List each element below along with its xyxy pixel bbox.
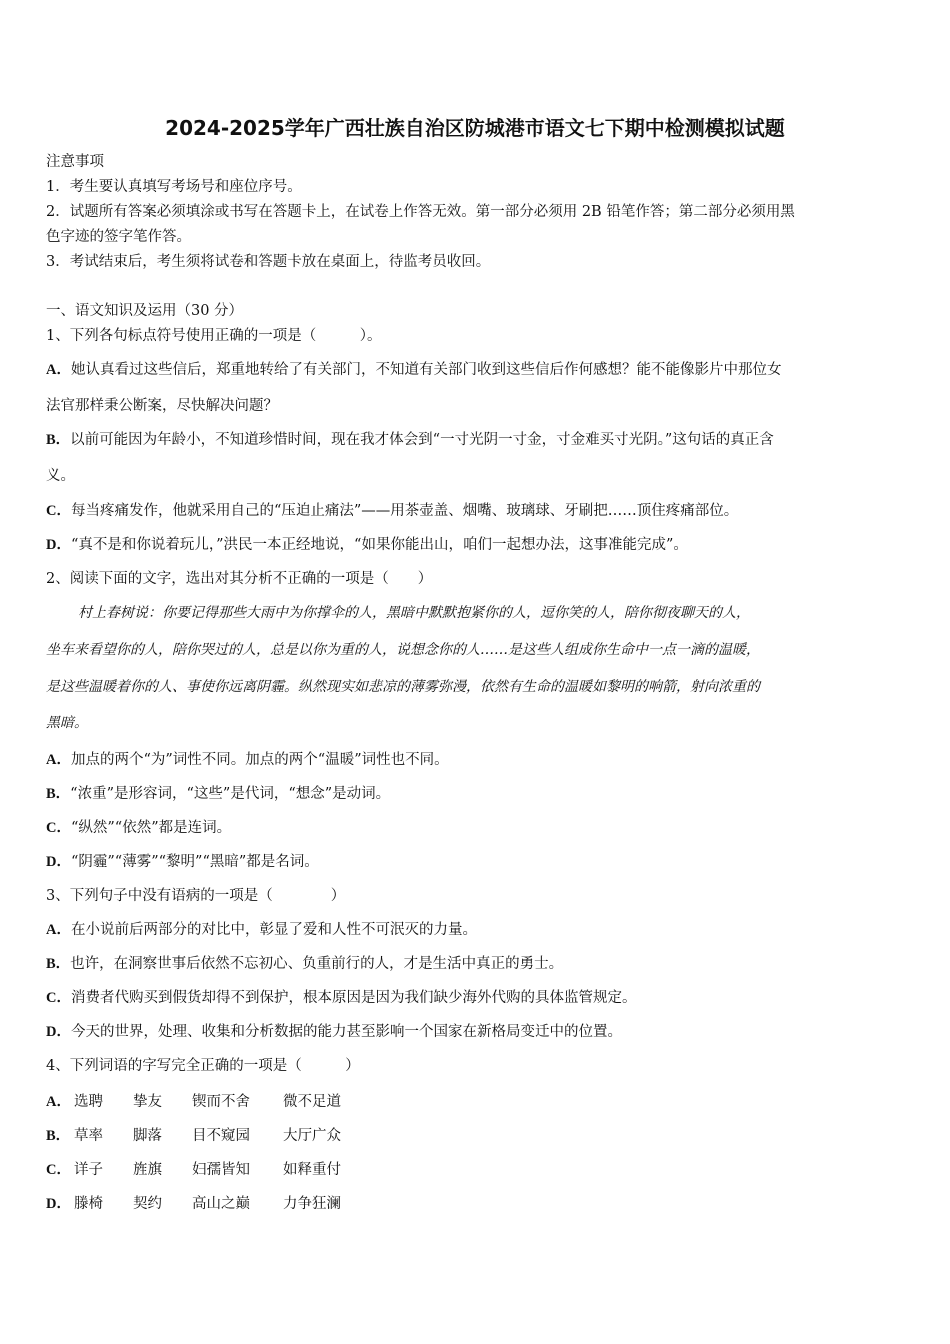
word: 微不足道 — [283, 1094, 341, 1110]
question-3-option-d — [46, 1022, 622, 1042]
question-1-option-d — [46, 535, 688, 555]
option-label: A． — [46, 752, 71, 768]
question-2-option-c — [46, 818, 231, 838]
word: 旌旗 — [133, 1162, 162, 1178]
notice-item-2-cont: 色字迹的签字笔作答。 — [46, 229, 191, 245]
option-text: 也许，在洞察世事后依然不忘初心、负重前行的人，才是生活中真正的勇士。 — [70, 956, 564, 972]
word: 大厅广众 — [283, 1128, 341, 1144]
word: 妇孺皆知 — [192, 1162, 250, 1178]
question-1-stem: 1、下列各句标点符号使用正确的一项是（ ）。 — [46, 328, 382, 344]
notice-item-3: 3．考试结束后，考生须将试卷和答题卡放在桌面上，待监考员收回。 — [46, 254, 491, 270]
question-2-option-d — [46, 852, 319, 872]
option-label: B． — [46, 1128, 71, 1144]
word: 目不窥园 — [192, 1128, 250, 1144]
question-2-stem: 2、阅读下面的文字，选出对其分析不正确的一项是（ ） — [46, 571, 433, 587]
word: 详子 — [74, 1162, 103, 1178]
word: 脚落 — [133, 1128, 162, 1144]
question-1-option-a — [46, 360, 781, 380]
option-label: C． — [46, 990, 71, 1006]
page-title: 2024-2025学年广西壮族自治区防城港市语文七下期中检测模拟试题 — [165, 116, 785, 140]
option-label: A． — [46, 1094, 71, 1110]
option-label: C． — [46, 820, 71, 836]
option-label: A． — [46, 362, 71, 378]
option-text: “真不是和你说着玩儿，”洪民一本正经地说，“如果你能出山，咱们一起想办法，这事准能完成”。 — [70, 537, 688, 553]
option-label: C． — [46, 1162, 71, 1178]
question-4-stem: 4、下列词语的字写完全正确的一项是（ ） — [46, 1058, 360, 1074]
option-label: D． — [46, 1024, 71, 1040]
word: 草率 — [74, 1128, 103, 1144]
option-label: D． — [46, 854, 71, 870]
question-1-option-a-cont: 法官那样秉公断案，尽快解决问题？ — [46, 398, 278, 414]
option-label: C． — [46, 503, 71, 519]
question-2-option-b — [46, 784, 390, 804]
question-4-option-d — [46, 1192, 341, 1213]
word: 高山之巅 — [192, 1196, 250, 1212]
question-4-option-b — [46, 1124, 341, 1145]
question-1-option-b-cont: 义。 — [46, 468, 75, 484]
passage-line-4: 黑暗。 — [46, 715, 88, 731]
question-3-stem: 3、下列句子中没有语病的一项是（ ） — [46, 888, 346, 904]
notice-item-1: 1．考生要认真填写考场号和座位序号。 — [46, 179, 302, 195]
word: 如释重付 — [283, 1162, 341, 1178]
option-text: “阴霾”“薄雾”“黎明”“黑暗”都是名词。 — [70, 854, 319, 870]
notice-heading: 注意事项 — [46, 154, 104, 170]
question-3-option-a — [46, 920, 477, 940]
word: 滕椅 — [74, 1196, 103, 1212]
passage-line-2: 坐车来看望你的人，陪你哭过的人，总是以你为重的人，说想念你的人……是这些人组成你生命中一点一滴的温暖， — [46, 642, 760, 658]
question-1-option-c — [46, 501, 738, 521]
option-label: B． — [46, 432, 71, 448]
word: 契约 — [133, 1196, 162, 1212]
option-text: 以前可能因为年龄小，不知道珍惜时间，现在我才体会到“一寸光阴一寸金，寸金难买寸光阴。”这句话的真正含 — [70, 432, 774, 448]
question-2-option-a — [46, 750, 449, 770]
option-text: “纵然”“依然”都是连词。 — [70, 820, 232, 836]
option-label: D． — [46, 537, 71, 553]
word: 选聘 — [74, 1094, 103, 1110]
option-text: 每当疼痛发作，他就采用自己的“压迫止痛法”——用茶壶盖、烟嘴、玻璃球、牙刷把……顶住疼痛部位。 — [70, 503, 739, 519]
option-text: 她认真看过这些信后，郑重地转给了有关部门，不知道有关部门收到这些信后作何感想？能不能像影片中那位女 — [70, 362, 782, 378]
question-4-option-c — [46, 1158, 341, 1179]
option-label: B． — [46, 786, 71, 802]
option-text: 今天的世界，处理、收集和分析数据的能力甚至影响一个国家在新格局变迁中的位置。 — [70, 1024, 622, 1040]
option-label: A． — [46, 922, 71, 938]
option-label: D． — [46, 1196, 71, 1212]
word: 挚友 — [133, 1094, 162, 1110]
passage-line-3: 是这些温暖着你的人、事使你远离阴霾。纵然现实如悲凉的薄雾弥漫，依然有生命的温暖如黎明的响箭，射向浓重的 — [46, 679, 760, 695]
question-4-option-a — [46, 1090, 341, 1111]
section-heading: 一、语文知识及运用（30 分） — [46, 303, 244, 319]
word: 力争狂澜 — [283, 1196, 341, 1212]
option-text: 加点的两个“为”词性不同。加点的两个“温暖”词性也不同。 — [70, 752, 449, 768]
question-1-option-b — [46, 430, 774, 450]
option-text: 消费者代购买到假货却得不到保护，根本原因是因为我们缺少海外代购的具体监管规定。 — [70, 990, 637, 1006]
option-text: “浓重”是形容词，“这些”是代词，“想念”是动词。 — [70, 786, 391, 802]
question-3-option-c — [46, 988, 636, 1008]
option-text: 在小说前后两部分的对比中，彰显了爱和人性不可泯灭的力量。 — [70, 922, 477, 938]
word: 锲而不舍 — [192, 1094, 250, 1110]
question-3-option-b — [46, 954, 563, 974]
passage-line-1: 村上春树说：你要记得那些大雨中为你撑伞的人，黑暗中默默抱紧你的人，逗你笑的人，陪你彻夜聊天的人， — [78, 605, 750, 621]
notice-item-2: 2．试题所有答案必须填涂或书写在答题卡上，在试卷上作答无效。第一部分必须用 2B 铅笔作答；第二部分必须用黑 — [46, 204, 795, 220]
option-label: B． — [46, 956, 71, 972]
